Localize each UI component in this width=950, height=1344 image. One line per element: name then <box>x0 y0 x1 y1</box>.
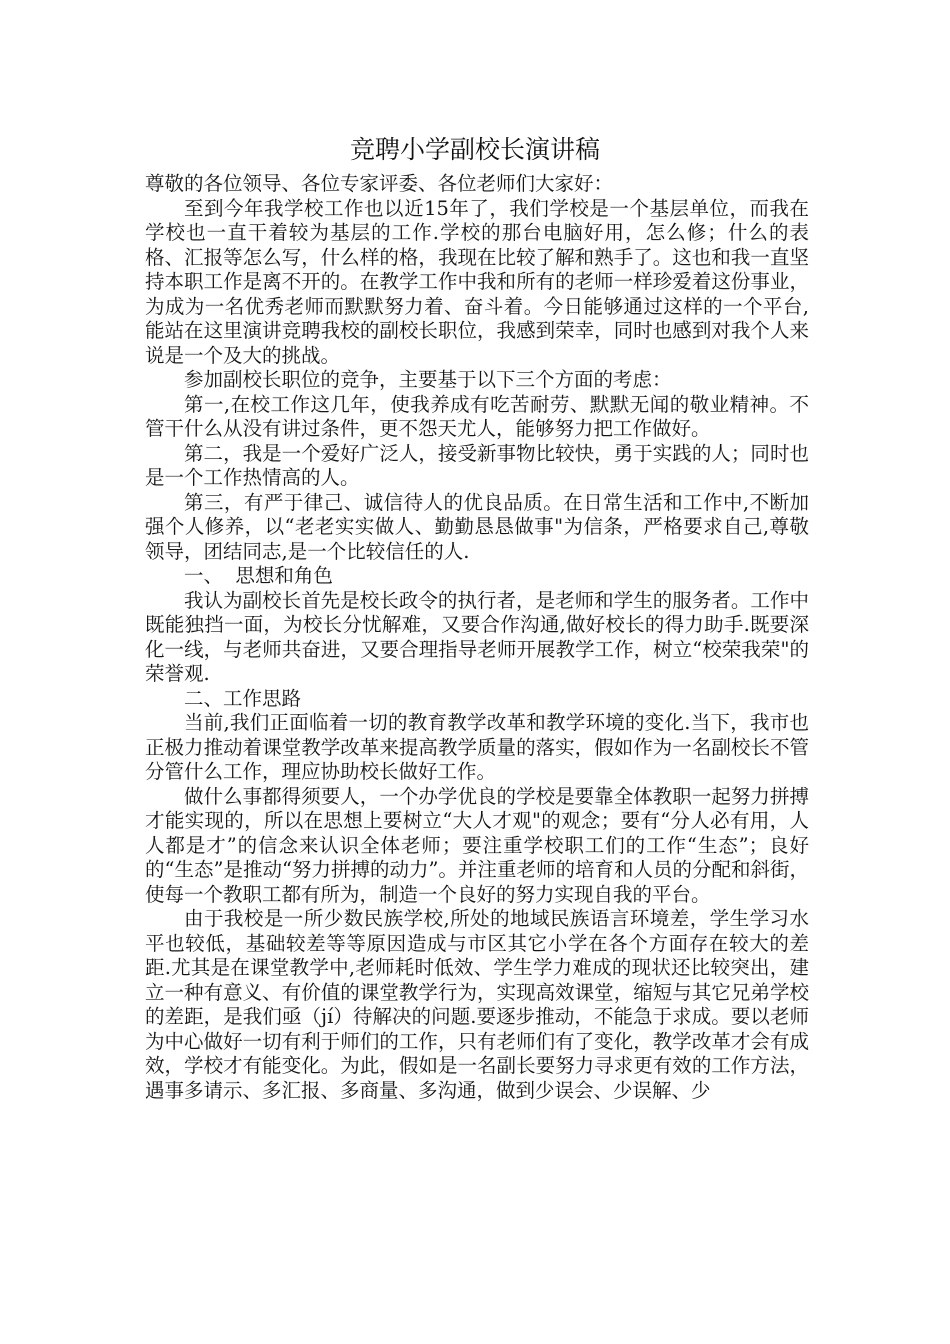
paragraph: 我认为副校长首先是校长政令的执行者，是老师和学生的服务者。工作中既能独挡一面，为校长分忧解难，又要合作沟通,做好校长的得力助手.既要深化一线，与老师共奋进，又要合理指导老师开展教学工作，树立“校荣我荣"的荣誉观. <box>145 588 809 685</box>
document-title: 竞聘小学副校长演讲稿 <box>349 135 600 164</box>
paragraph: 参加副校长职位的竞争，主要基于以下三个方面的考虑： <box>184 368 672 391</box>
salutation: 尊敬的各位领导、各位专家评委、各位老师们大家好： <box>145 172 614 195</box>
paragraph: 第二，我是一个爱好广泛人，接受新事物比较快，勇于实践的人；同时也是一个工作热情高的人。 <box>145 441 809 489</box>
paragraph: 第一,在校工作这几年，使我养成有吃苦耐劳、默默无闻的敬业精神。不管干什么从没有讲过条件，更不怨天尤人，能够努力把工作做好。 <box>145 392 809 440</box>
section-heading: 一、 思想和角色 <box>184 564 333 587</box>
paragraph: 第三，有严于律己、诚信待人的优良品质。在日常生活和工作中,不断加强个人修养，以“老老实实做人、勤勤恳恳做事"为信条，严格要求自己,尊敬领导，团结同志,是一个比较信任的人. <box>145 490 809 563</box>
paragraph: 当前,我们正面临着一切的教育教学改革和教学环境的变化.当下，我市也正极力推动着课堂教学改革来提高教学质量的落实，假如作为一名副校长不管分管什么工作，理应协助校长做好工作。 <box>145 711 809 783</box>
paragraph: 由于我校是一所少数民族学校,所处的地域民族语言环境差，学生学习水平也较低，基础较差等等原因造成与市区其它小学在各个方面存在较大的差距.尤其是在课堂教学中,老师耗时低效、学生学力难成的现状还比较突出，建立一种有意义、有价值的课堂教学行为，实现高效课堂，缩短与其它兄弟学校的差距，是我们亟（jí）待解决的问题.要逐步推动，不能急于求成。要以老师为中心做好一切有利于师们的工作，只有老师们有了变化，教学改革才会有成效，学校才有能变化。为此，假如是一名副长要努力寻求更有效的工作方法，遇事多请示、多汇报、多商量、多沟通，做到少误会、少误解、少 <box>145 907 809 1102</box>
paragraph: 至到今年我学校工作也以近15年了，我们学校是一个基层单位，而我在学校也一直干着较为基层的工作.学校的那台电脑好用，怎么修；什么的表格、汇报等怎么写，什么样的格，我现在比较了解和熟手了。这也和我一直坚持本职工作是离不开的。在教学工作中我和所有的老师一样珍爱着这份事业，为成为一名优秀老师而默默努力着、奋斗着。今日能够通过这样的一个平台,能站在这里演讲竞聘我校的副校长职位，我感到荣幸，同时也感到对我个人来说是一个及大的挑战。 <box>145 196 809 367</box>
paragraph: 做什么事都得须要人，一个办学优良的学校是要靠全体教职一起努力拼搏才能实现的，所以在思想上要树立“大人才观"的观念；要有“分人必有用，人人都是才”的信念来认识全体老师；要注重学校职工们的工作“生态”；良好的“生态”是推动“努力拼搏的动力”。并注重老师的培育和人员的分配和斜街，使每一个教职工都有所为，制造一个良好的努力实现自我的平台。 <box>145 784 809 906</box>
section-heading: 二、工作思路 <box>184 686 302 710</box>
document-body <box>145 172 809 1103</box>
